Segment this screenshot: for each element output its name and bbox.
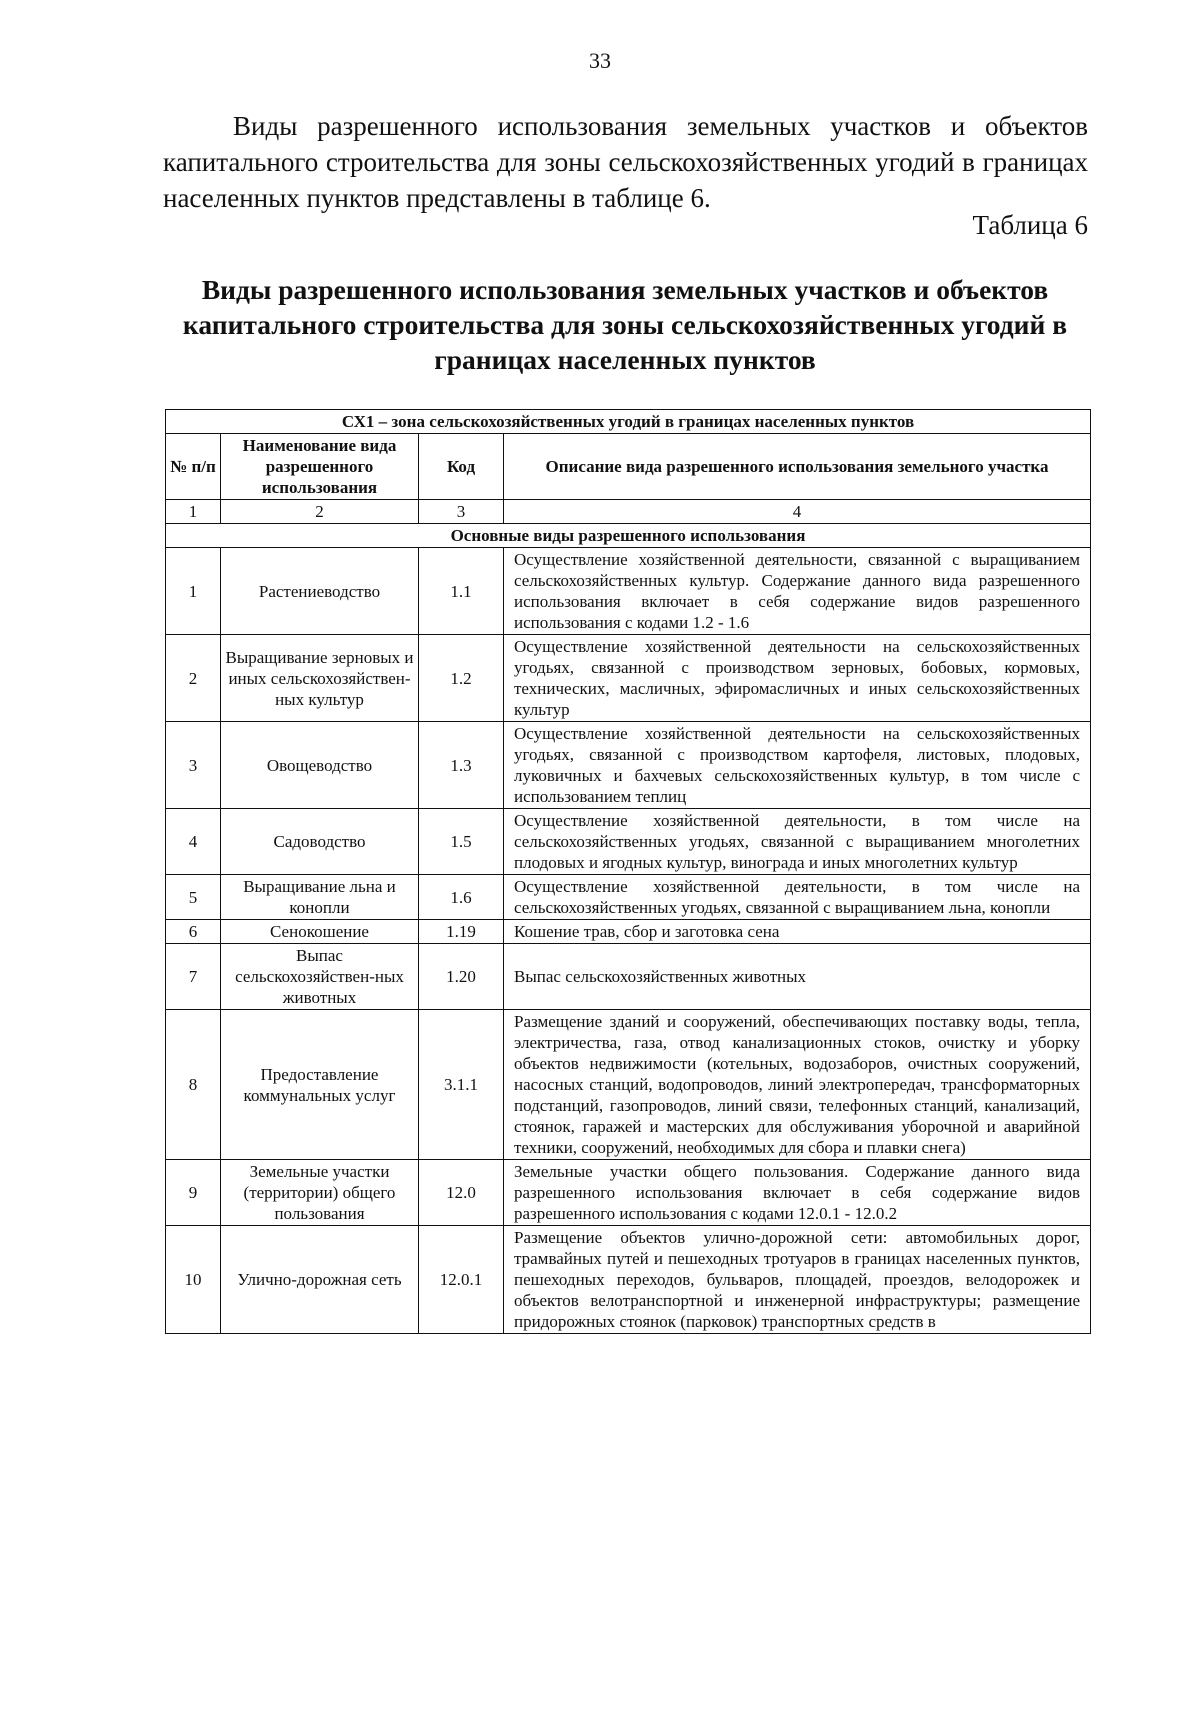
row-number: 2 — [166, 635, 221, 722]
table-row — [166, 875, 1091, 920]
row-code: 1.6 — [419, 875, 504, 920]
row-name: Растениеводство — [221, 548, 419, 635]
row-description: Осуществление хозяйственной деятельности, в том числе на сельскохозяйственных угодьях, связанной с выращиванием льна, конопли — [504, 875, 1091, 920]
row-name: Сенокошение — [221, 920, 419, 944]
row-name: Выращивание льна и конопли — [221, 875, 419, 920]
section-header: Основные виды разрешенного использования — [166, 524, 1091, 548]
table-row — [166, 809, 1091, 875]
row-name: Выращивание зерновых и иных сельскохозяйствен-ных культур — [221, 635, 419, 722]
table-row — [166, 1226, 1091, 1334]
table-row — [166, 722, 1091, 809]
column-header-description: Описание вида разрешенного использования земельного участка — [504, 434, 1091, 500]
land-use-table — [165, 409, 1091, 1334]
row-name: Выпас сельскохозяйствен-ных животных — [221, 944, 419, 1010]
row-code: 3.1.1 — [419, 1010, 504, 1160]
row-code: 1.20 — [419, 944, 504, 1010]
zone-header: СХ1 – зона сельскохозяйственных угодий в границах населенных пунктов — [166, 410, 1091, 434]
column-header-num: № п/п — [166, 434, 221, 500]
row-code: 1.2 — [419, 635, 504, 722]
row-name: Овощеводство — [221, 722, 419, 809]
row-number: 7 — [166, 944, 221, 1010]
column-number: 1 — [166, 500, 221, 524]
column-header-code: Код — [419, 434, 504, 500]
row-description: Кошение трав, сбор и заготовка сена — [504, 920, 1091, 944]
row-description: Осуществление хозяйственной деятельности, связанной с выращиванием сельскохозяйственных культур. Содержание данного вида разрешенного использования включает в себя содержание видов разрешенного использования с кодами 1.2 - 1.6 — [504, 548, 1091, 635]
table-row — [166, 1010, 1091, 1160]
row-number: 9 — [166, 1160, 221, 1226]
row-number: 6 — [166, 920, 221, 944]
row-code: 1.1 — [419, 548, 504, 635]
table-row — [166, 944, 1091, 1010]
table-row — [166, 635, 1091, 722]
column-number: 3 — [419, 500, 504, 524]
row-code: 1.5 — [419, 809, 504, 875]
page-number: 33 — [589, 48, 611, 73]
table-row — [166, 920, 1091, 944]
row-description: Земельные участки общего пользования. Содержание данного вида разрешенного использования включает в себя содержание видов разрешенного использования с кодами 12.0.1 - 12.0.2 — [504, 1160, 1091, 1226]
row-code: 12.0.1 — [419, 1226, 504, 1334]
row-description: Размещение объектов улично-дорожной сети: автомобильных дорог, трамвайных путей и пешеходных тротуаров в границах населенных пунктов, пешеходных переходов, бульваров, площадей, проездов, велодорожек и объектов велотранспортной и инженерной инфраструктуры; размещение придорожных стоянок (парковок) транспортных средств в — [504, 1226, 1091, 1334]
intro-paragraph: Виды разрешенного использования земельных участков и объектов капитального строительства для зоны сельскохозяйственных угодий в границах населенных пунктов представлены в таблице 6. — [163, 111, 1088, 213]
row-description: Осуществление хозяйственной деятельности на сельскохозяйственных угодьях, связанной с производством картофеля, листовых, плодовых, луковичных и бахчевых сельскохозяйственных культур, в том числе с использованием теплиц — [504, 722, 1091, 809]
row-code: 1.19 — [419, 920, 504, 944]
row-code: 1.3 — [419, 722, 504, 809]
row-number: 4 — [166, 809, 221, 875]
table-row — [166, 1160, 1091, 1226]
table-label: Таблица 6 — [972, 210, 1088, 240]
row-number: 5 — [166, 875, 221, 920]
document-title: Виды разрешенного использования земельных участков и объектов капитального строительства для зоны сельскохозяйственных угодий в границах населенных пунктов — [182, 274, 1068, 375]
table-row — [166, 548, 1091, 635]
row-name: Улично-дорожная сеть — [221, 1226, 419, 1334]
column-number: 2 — [221, 500, 419, 524]
column-header-name: Наименование вида разрешенного использования — [221, 434, 419, 500]
row-number: 10 — [166, 1226, 221, 1334]
row-name: Предоставление коммунальных услуг — [221, 1010, 419, 1160]
column-number: 4 — [504, 500, 1091, 524]
row-description: Выпас сельскохозяйственных животных — [504, 944, 1091, 1010]
row-name: Земельные участки (территории) общего пользования — [221, 1160, 419, 1226]
row-description: Осуществление хозяйственной деятельности на сельскохозяйственных угодьях, связанной с производством зерновых, бобовых, кормовых, технических, масличных, эфиромасличных и иных сельскохозяйственных культур — [504, 635, 1091, 722]
row-name: Садоводство — [221, 809, 419, 875]
row-code: 12.0 — [419, 1160, 504, 1226]
row-description: Осуществление хозяйственной деятельности, в том числе на сельскохозяйственных угодьях, связанной с выращиванием многолетних плодовых и ягодных культур, винограда и иных многолетних культур — [504, 809, 1091, 875]
row-number: 8 — [166, 1010, 221, 1160]
row-number: 1 — [166, 548, 221, 635]
row-number: 3 — [166, 722, 221, 809]
row-description: Размещение зданий и сооружений, обеспечивающих поставку воды, тепла, электричества, газа, отвод канализационных стоков, очистку и уборку объектов недвижимости (котельных, водозаборов, очистных сооружений, насосных станций, водопроводов, линий электропередач, трансформаторных подстанций, газопроводов, линий связи, телефонных станций, канализаций, стоянок, гаражей и мастерских для обслуживания уборочной и аварийной техники, сооружений, необходимых для сбора и плавки снега) — [504, 1010, 1091, 1160]
